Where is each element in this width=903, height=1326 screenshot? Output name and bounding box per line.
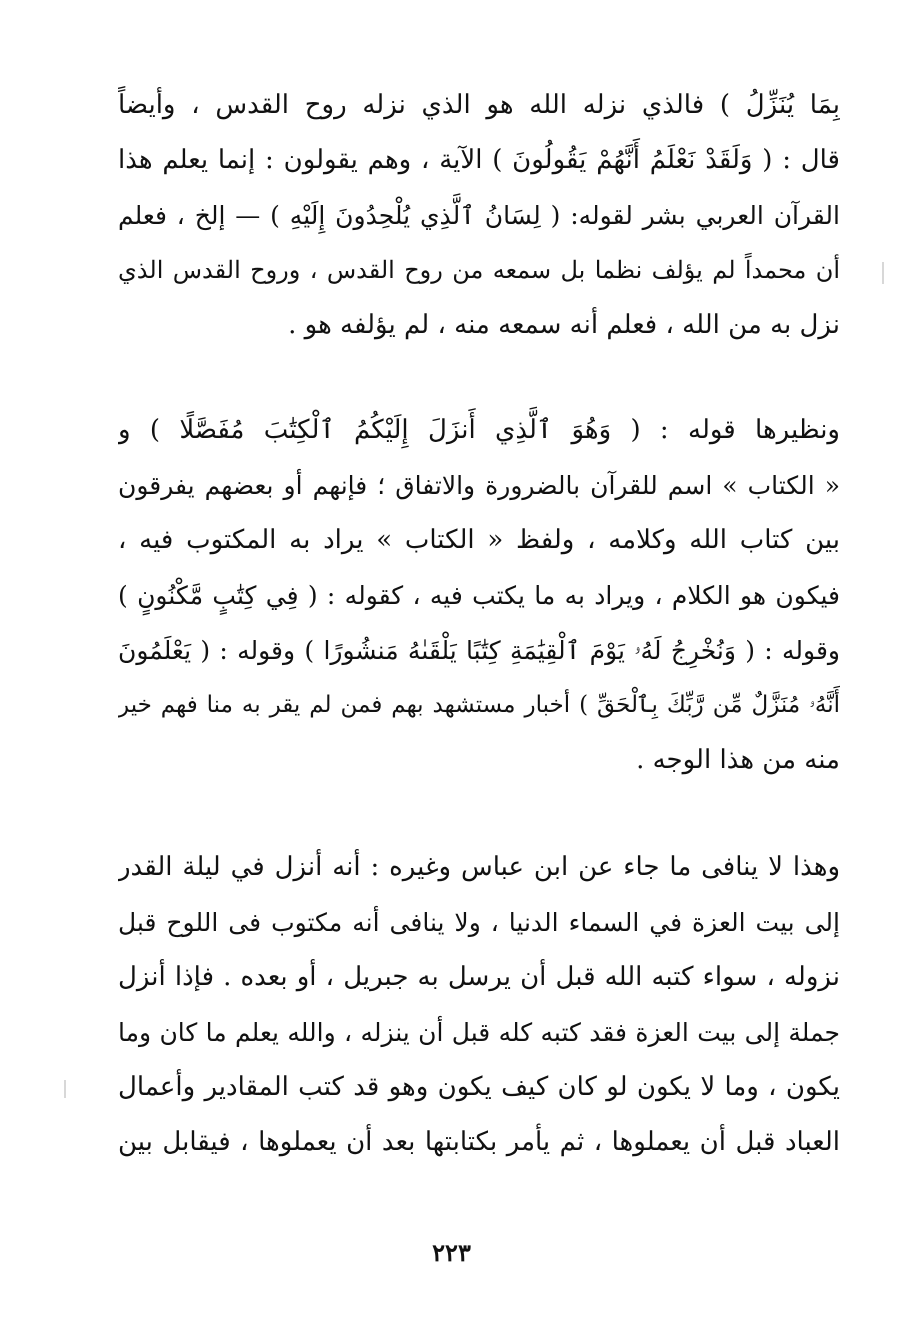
text-line: منه من هذا الوجه . xyxy=(636,745,840,775)
text-line: قال : ( وَلَقَدْ نَعْلَمُ أَنَّهُمْ يَقُولُونَ ) الآية ، وهم يقولون : إنما يعلم هذا xyxy=(118,145,840,175)
text-line: وقوله : ( وَنُخْرِجُ لَهُۥ يَوْمَ ٱلْقِيَٰمَةِ كِتَٰبًا يَلْقَىٰهُ مَنشُورًا ) وقوله : ( يَعْلَمُونَ xyxy=(118,636,840,665)
text-line: إلى بيت العزة في السماء الدنيا ، ولا ينافى أنه مكتوب فى اللوح قبل xyxy=(118,908,840,937)
text-line: نزل به من الله ، فعلم أنه سمعه منه ، لم يؤلفه هو . xyxy=(288,310,840,340)
text-line: نزوله ، سواء كتبه الله قبل أن يرسل به جبريل ، أو بعده . فإذا أنزل xyxy=(118,962,840,992)
text-line: فيكون هو الكلام ، ويراد به ما يكتب فيه ، كقوله : ( فِي كِتَٰبٍ مَّكْنُونٍ ) xyxy=(118,581,840,610)
text-line: أن محمداً لم يؤلف نظما بل سمعه من روح القدس ، وروح القدس الذي xyxy=(118,256,840,284)
margin-scan-mark xyxy=(64,1080,66,1098)
margin-scan-mark xyxy=(882,262,884,284)
paragraph-2 xyxy=(118,403,840,788)
text-line: يكون ، وما لا يكون لو كان كيف يكون وهو قد كتب المقادير وأعمال xyxy=(118,1072,840,1102)
text-line: أَنَّهُۥ مُنَزَّلٌ مِّن رَّبِّكَ بِٱلْحَقِّ ) أخبار مستشهد بهم فمن لم يقر به منا فهم خير xyxy=(118,692,840,718)
page-number: ٢٢٣ xyxy=(432,1238,471,1267)
text-line: القرآن العربي بشر لقوله: ( لِسَانُ ٱلَّذِي يُلْحِدُونَ إِلَيْهِ ) — إلخ ، فعلم xyxy=(118,201,840,230)
text-line: « الكتاب » اسم للقرآن بالضرورة والاتفاق ؛ فإنهم أو بعضهم يفرقون xyxy=(118,471,840,500)
text-line: بين كتاب الله وكلامه ، ولفظ « الكتاب » يراد به المكتوب فيه ، xyxy=(118,525,840,555)
text-line: وهذا لا ينافى ما جاء عن ابن عباس وغيره : أنه أنزل في ليلة القدر xyxy=(118,852,840,882)
paragraph-3 xyxy=(118,840,840,1170)
page-body xyxy=(118,78,840,1170)
paragraph-1 xyxy=(118,78,840,353)
text-line: العباد قبل أن يعملوها ، ثم يأمر بكتابتها بعد أن يعملوها ، فيقابل بين xyxy=(118,1127,840,1157)
text-line: بِمَا يُنَزِّلُ ) فالذي نزله الله هو الذي نزله روح القدس ، وأيضاً xyxy=(118,90,840,120)
text-line: جملة إلى بيت العزة فقد كتبه كله قبل أن ينزله ، والله يعلم ما كان وما xyxy=(118,1018,840,1047)
text-line: ونظيرها قوله : ( وَهُوَ ٱلَّذِي أَنزَلَ إِلَيْكُمُ ٱلْكِتَٰبَ مُفَصَّلًا ) و xyxy=(118,415,840,445)
